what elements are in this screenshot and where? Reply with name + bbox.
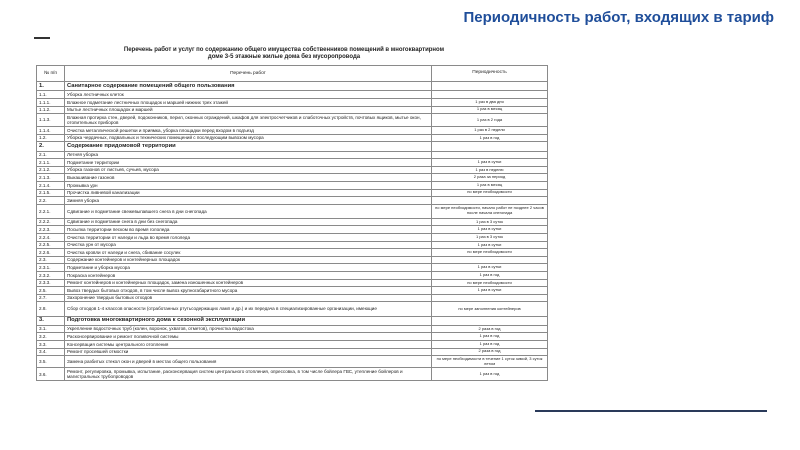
row-work: Вывоз твердых бытовых отходов, в том числе вывоз крупногабаритного мусора: [65, 287, 432, 295]
row-number: 3.5.: [37, 356, 65, 368]
document-title-line1: Перечень работ и услуг по содержанию общего имущества собственников помещений в многоквартирном: [123, 47, 445, 53]
row-number: 2.3.1.: [37, 264, 65, 272]
row-number: 1.: [37, 82, 65, 91]
row-work: Летняя уборка: [65, 151, 432, 159]
row-period: [432, 142, 548, 151]
table-row: [37, 134, 548, 142]
row-work: Покраска контейнеров: [65, 272, 432, 280]
row-period: 1 раз в сутки: [432, 241, 548, 249]
table-row: [37, 218, 548, 226]
row-number: 2.3.3.: [37, 279, 65, 287]
row-period: 1 раз в сутки: [432, 287, 548, 295]
row-period: 1 раз в год: [432, 134, 548, 142]
row-period: [432, 294, 548, 302]
row-period: 1 раз в год: [432, 333, 548, 341]
table-row: [37, 333, 548, 341]
row-number: 2.2.3.: [37, 226, 65, 234]
row-period: 1 раз в 3 суток: [432, 234, 548, 242]
row-work: Посыпка территории песком во время гололеда: [65, 226, 432, 234]
row-number: 3.2.: [37, 333, 65, 341]
row-number: 2.1.2.: [37, 166, 65, 174]
row-number: 2.1.: [37, 151, 65, 159]
row-period: 1 раз в год: [432, 340, 548, 348]
row-period: 1 раз в год: [432, 368, 548, 381]
row-number: 2.2.5.: [37, 241, 65, 249]
row-number: 2.: [37, 142, 65, 151]
row-number: 3.: [37, 316, 65, 325]
row-work: Подготовка многоквартирного дома к сезонной эксплуатации: [65, 316, 432, 325]
row-period: по мере необходимости в течение 1 суток зимой, 3 суток летом: [432, 356, 548, 368]
table-row: [37, 181, 548, 189]
row-work: Ремонт контейнеров и контейнерных площадок, замена изношенных контейнеров: [65, 279, 432, 287]
row-period: [432, 256, 548, 264]
row-work: Уборка газонов от листьев, сучьев, мусора: [65, 166, 432, 174]
row-period: 1 раз в сутки: [432, 226, 548, 234]
table-row: [37, 234, 548, 242]
table-row: [37, 356, 548, 368]
table-row: [37, 249, 548, 257]
table-row: [37, 166, 548, 174]
row-period: по мере необходимости, начало работ не позднее 2 часов после начала снегопада: [432, 204, 548, 218]
row-number: 2.2.: [37, 197, 65, 205]
row-period: [432, 91, 548, 99]
row-number: 1.2.: [37, 134, 65, 142]
table-row: [37, 241, 548, 249]
table-row: [37, 106, 548, 114]
row-work: Ремонт, регулировка, промывка, испытание, расконсервация систем центрального отопления, опрессовка, в том числе бойлера ГВС, утепление бойлеров и магистральных трубопроводов: [65, 368, 432, 381]
row-work: Выкашивание газонов: [65, 174, 432, 182]
table-row: [37, 151, 548, 159]
table-row: [37, 279, 548, 287]
row-period: [432, 151, 548, 159]
row-work: Содержание придомовой территории: [65, 142, 432, 151]
row-period: по мере необходимости: [432, 279, 548, 287]
table-row: [37, 98, 548, 106]
table-row: [37, 325, 548, 333]
document-title: [36, 46, 532, 65]
row-work: Подметание территории: [65, 159, 432, 167]
row-period: 1 раз в два дня: [432, 98, 548, 106]
row-period: 1 раз в 2 года: [432, 114, 548, 127]
row-period: 1 раз в 3 суток: [432, 218, 548, 226]
slide-title: Периодичность работ, входящих в тариф: [463, 9, 774, 26]
row-number: 2.2.4.: [37, 234, 65, 242]
row-number: 3.6.: [37, 368, 65, 381]
table-row: [37, 287, 548, 295]
row-period: [432, 316, 548, 325]
table-header-row: [37, 66, 548, 82]
row-work: Санитарное содержание помещений общего пользования: [65, 82, 432, 91]
section-row: [37, 316, 548, 325]
row-work: Влажное подметание лестничных площадок и маршей нижних трех этажей: [65, 98, 432, 106]
row-work: Уборка чердачных, подвальных и технических помещений с последующим вывозом мусора: [65, 134, 432, 142]
table-row: [37, 302, 548, 316]
row-number: 2.8.: [37, 302, 65, 316]
row-work: Укрепление водосточных труб (колен, воронок, ухватов, отметов), прочистка водостока: [65, 325, 432, 333]
row-period: по мере необходимости: [432, 189, 548, 197]
row-number: 2.2.1.: [37, 204, 65, 218]
row-work: Замена разбитых стекол окон и дверей в местах общего пользования: [65, 356, 432, 368]
row-work: Захоронение твердых бытовых отходов: [65, 294, 432, 302]
row-work: Очистка урн от мусора: [65, 241, 432, 249]
row-number: 2.3.: [37, 256, 65, 264]
row-work: Консервация системы центрального отопления: [65, 340, 432, 348]
title-underline: [34, 37, 50, 39]
row-work: Мытье лестничных площадок и маршей: [65, 106, 432, 114]
row-work: Сбор отходов 1-4 классов опасности (отработанных ртутьсодержащих ламп и др.) и их передача в специализированные организации, имеющие: [65, 302, 432, 316]
row-period: [432, 82, 548, 91]
row-period: 1 раз в месяц: [432, 181, 548, 189]
row-work: Подметание и уборка мусора: [65, 264, 432, 272]
row-work: Влажная протирка стен, дверей, подоконников, перил, оконных ограждений, шкафов для электросчетчиков и слаботочных устройств, почтовых ящиков, мытье окон, отопительных приборов: [65, 114, 432, 127]
header-work: Перечень работ: [65, 66, 432, 82]
row-number: 2.2.6.: [37, 249, 65, 257]
row-work: Уборка лестничных клеток: [65, 91, 432, 99]
table-row: [37, 256, 548, 264]
row-number: 2.2.2.: [37, 218, 65, 226]
row-number: 1.1.1.: [37, 98, 65, 106]
table-row: [37, 204, 548, 218]
row-number: 1.1.4.: [37, 127, 65, 135]
row-period: [432, 197, 548, 205]
table-row: [37, 91, 548, 99]
bottom-right-rule: [535, 410, 767, 412]
table-row: [37, 226, 548, 234]
row-work: Очистка металлической решетки и приямка, уборка площадки перед входом в подъезд: [65, 127, 432, 135]
row-number: 2.7.: [37, 294, 65, 302]
table-row: [37, 114, 548, 127]
row-number: 3.3.: [37, 340, 65, 348]
row-period: 1 раз в сутки: [432, 159, 548, 167]
table-row: [37, 264, 548, 272]
row-period: 1 раз в 2 недели: [432, 127, 548, 135]
works-table: [36, 65, 548, 381]
row-period: по мере заполнения контейнеров: [432, 302, 548, 316]
row-period: 1 раз в неделю: [432, 166, 548, 174]
row-number: 3.4.: [37, 348, 65, 356]
row-number: 2.1.5.: [37, 189, 65, 197]
header-period: Периодичность: [432, 66, 548, 82]
row-period: 2 раза в год: [432, 325, 548, 333]
row-number: 2.1.3.: [37, 174, 65, 182]
table-row: [37, 272, 548, 280]
row-number: 1.1.2.: [37, 106, 65, 114]
document-scan: [36, 46, 544, 444]
row-work: Сдвигание и подметание свежевыпавшего снега в дни снегопада: [65, 204, 432, 218]
table-row: [37, 340, 548, 348]
row-number: 3.1.: [37, 325, 65, 333]
table-row: [37, 368, 548, 381]
row-work: Зимняя уборка: [65, 197, 432, 205]
document-title-line2: доме 3-5 этажные жилые дома без мусоропровода: [207, 54, 361, 60]
row-work: Прочистка ливневой канализации: [65, 189, 432, 197]
row-number: 2.1.4.: [37, 181, 65, 189]
row-period: 1 раз в месяц: [432, 106, 548, 114]
row-period: 2 раза за период: [432, 174, 548, 182]
table-row: [37, 294, 548, 302]
row-work: Промывка урн: [65, 181, 432, 189]
row-number: 2.3.2.: [37, 272, 65, 280]
row-work: Сдвигание и подметание снега в дни без снегопада: [65, 218, 432, 226]
row-number: 2.1.1.: [37, 159, 65, 167]
header-num: № п/п: [37, 66, 65, 82]
table-row: [37, 159, 548, 167]
section-row: [37, 142, 548, 151]
section-row: [37, 82, 548, 91]
row-work: Очистка кровли от наледи и снега, сбивание сосулек: [65, 249, 432, 257]
row-work: Очистка территории от наледи и льда во время гололеда: [65, 234, 432, 242]
table-row: [37, 174, 548, 182]
row-work: Содержание контейнеров и контейнерных площадок: [65, 256, 432, 264]
row-period: 1 раз в год: [432, 272, 548, 280]
row-period: 1 раз в сутки: [432, 264, 548, 272]
table-row: [37, 127, 548, 135]
row-number: 1.1.: [37, 91, 65, 99]
row-number: 1.1.3.: [37, 114, 65, 127]
row-period: 2 раза в год: [432, 348, 548, 356]
row-number: 2.5.: [37, 287, 65, 295]
table-row: [37, 189, 548, 197]
row-work: Ремонт просевшей отмостки: [65, 348, 432, 356]
table-row: [37, 197, 548, 205]
table-row: [37, 348, 548, 356]
row-work: Расконсервирование и ремонт поливочной системы: [65, 333, 432, 341]
row-period: по мере необходимости: [432, 249, 548, 257]
